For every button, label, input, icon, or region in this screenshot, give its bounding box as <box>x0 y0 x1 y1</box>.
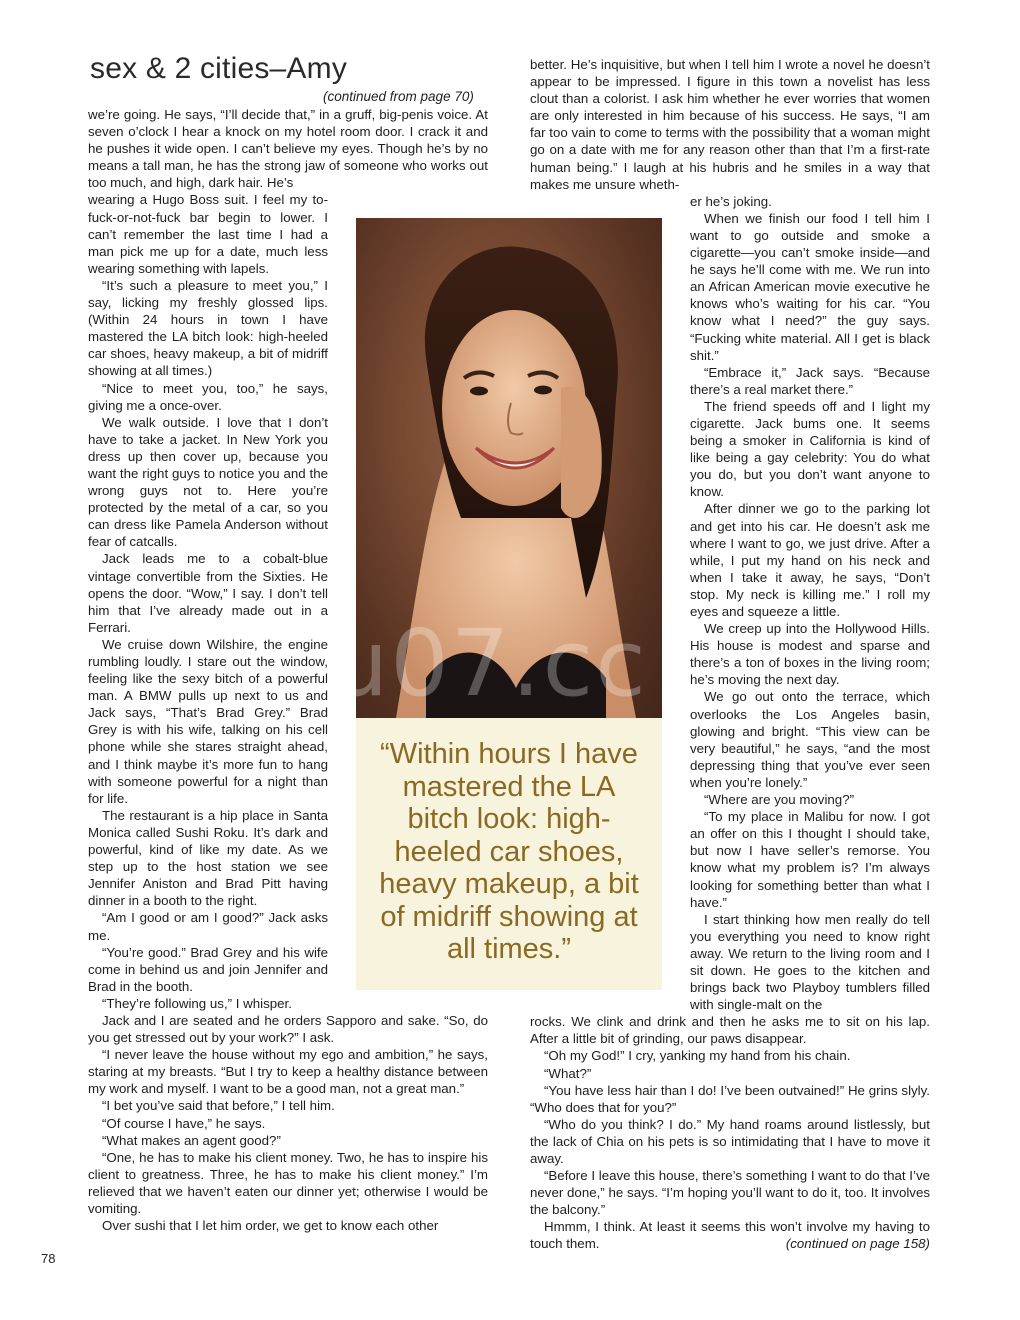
paragraph <box>530 1218 930 1252</box>
paragraph: “They’re following us,” I whisper. <box>102 995 292 1011</box>
paragraph: After dinner we go to the parking lot and get into his car. He doesn’t ask me where I want to go, we just drive. After a while, I put my hand on his neck and when I take it away, he says, “Don’t stop. My neck is killing me.” I roll my eyes and squeeze a little. <box>690 501 930 619</box>
paragraph: better. He’s inquisitive, but when I tell him I wrote a novel he doesn’t appear to be impressed. I figure in this town a novelist has less clout than a colorist. I ask him whether he ever worries that women are only interested in him because of his success. He says, “I am far too vain to come to terms with the possibility that a woman might go on a date with me for any reason other than that I’m a first-rate human being.” I laugh at his hubris and he smiles in a way that makes me unsure wheth- <box>530 57 930 192</box>
paragraph: “To my place in Malibu for now. I got an offer on this I thought I should take, but now I have seller’s remorse. You know what my problem is? I’m always looking for something better than what I have.” <box>690 809 930 910</box>
portrait-illustration <box>356 218 662 718</box>
paragraph: “I never leave the house without my ego and ambition,” he says, staring at my breasts. “But I try to keep a healthy distance between my work and myself. I want to be a good man, not a great man.” <box>88 1047 488 1097</box>
paragraph: We cruise down Wilshire, the engine rumbling loudly. I stare out the window, feeling like the sexy bitch of a powerful man. A BMW pulls up next to us and Jack says, “That’s Brad Grey.” Brad Grey is with his wife, talking on his cell phone while she stares straight ahead, and I think maybe it’s more fun to hang with someone powerful for a night than for life. <box>88 636 328 806</box>
paragraph: “You’re good.” Brad Grey and his wife come in behind us and join Jennifer and Brad in the booth. <box>88 944 328 994</box>
paragraph: “I bet you’ve said that before,” I tell him. <box>102 1098 335 1114</box>
paragraph: “Oh my God!” I cry, yanking my hand from his chain. <box>544 1048 851 1064</box>
paragraph: We go out onto the terrace, which overlooks the Los Angeles basin, glowing and bright. “This view can be very beautiful,” he says, “and the most depressing thing that you’ve ever seen when you’re lonely.” <box>690 689 930 790</box>
portrait-photo <box>356 218 662 718</box>
paragraph: I start thinking how men really do tell you everything you need to know right away. We return to the living room and I sit down. He goes to the kitchen and brings back two Playboy tumblers filled with single-malt on the <box>690 911 930 1013</box>
closing-text: Hmmm, I think. At least it seems this won’t involve my having to touch them. <box>530 1219 930 1252</box>
watermark: u07.cc <box>330 610 648 717</box>
article-title: sex & 2 cities–Amy <box>90 52 348 85</box>
pull-quote-box <box>356 718 662 990</box>
page-number: 78 <box>41 1251 56 1266</box>
paragraph: “Of course I have,” he says. <box>102 1115 266 1131</box>
pull-quote: “Within hours I have mastered the LA bitch look: high-heeled car shoes, heavy makeup, a bit of midriff showing at all times.” <box>379 738 639 965</box>
paragraph: er he’s joking. <box>690 193 772 209</box>
paragraph: wearing a Hugo Boss suit. I feel my to-fuck-or-not-fuck bar begin to lower. I can’t remember the last time I had a man pick me up for a date, much less wearing something with lapels. <box>88 192 328 276</box>
paragraph: “It’s such a pleasure to meet you,” I say, licking my freshly glossed lips. (Within 24 hours in town I have mastered the LA bitch look: high-heeled car shoes, heavy makeup, a bit of midriff showing at all times.) <box>88 277 328 379</box>
paragraph: “Nice to meet you, too,” he says, giving me a once-over. <box>88 380 328 413</box>
paragraph: “What?” <box>544 1065 592 1081</box>
paragraph: The friend speeds off and I light my cigarette. Jack bums one. It seems being a smoker in California is kind of like being a gay celebrity: You do what you do, but you don’t want anyone to know. <box>690 398 930 500</box>
paragraph: Over sushi that I let him order, we get to know each other <box>102 1218 439 1234</box>
paragraph: “Before I leave this house, there’s something I want to do that I’ve never done,” he says. “I’m hoping you’ll want to do it, too. It involves the balcony.” <box>530 1168 930 1218</box>
paragraph: We creep up into the Hollywood Hills. His house is modest and sparse and there’s a ton of boxes in the living room; he’s moving the next day. <box>690 621 930 688</box>
paragraph: rocks. We clink and drink and then he asks me to sit on his lap. After a little bit of grinding, our paws disappear. <box>530 1014 930 1047</box>
paragraph: Jack leads me to a cobalt-blue vintage convertible from the Sixties. He opens the door. “Wow,” I say. I don’t tell him that I’ve already made out in a Ferrari. <box>88 551 328 635</box>
paragraph: “What makes an agent good?” <box>102 1132 281 1148</box>
paragraph: Jack and I are seated and he orders Sapporo and sake. “So, do you get stressed out by your work?” I ask. <box>88 1012 488 1046</box>
paragraph: We walk outside. I love that I don’t have to take a jacket. In New York you dress up then cover up, because you want the right guys to notice you and the wrong guys not to. Here you’re protected by the metal of a car, so you can dress like Pamela Anderson without fear of catcalls. <box>88 414 328 550</box>
continued-on-note: (continued on page 158) <box>785 1236 930 1252</box>
continued-from-note: (continued from page 70) <box>323 89 474 104</box>
paragraph: “You have less hair than I do! I’ve been outvained!” He grins slyly. “Who does that for you?” <box>530 1082 930 1115</box>
paragraph: The restaurant is a hip place in Santa Monica called Sushi Roku. It’s dark and powerful, kind of like my date. As we step up to the host station we see Jennifer Aniston and Brad Pitt having dinner in a booth to the right. <box>88 807 328 909</box>
paragraph: we’re going. He says, “I’ll decide that,” in a gruff, big-penis voice. At seven o’clock I hear a knock on my hotel room door. I crack it and he pushes it wide open. I can’t believe my eyes. Though he’s by no means a tall man, he has the strong jaw of someone who works out too much, and high, dark hair. He’s <box>88 107 488 191</box>
paragraph: “Where are you moving?” <box>704 792 855 808</box>
paragraph: “Who do you think? I do.” My hand roams around listlessly, but the lack of Chia on his pets is so intimidating that I have to move it away. <box>530 1116 930 1166</box>
paragraph: “One, he has to make his client money. Two, he has to inspire his client to greatness. Three, he has to make his client money.” I’m relieved that we haven’t eaten our dinner yet; otherwise I would be vomiting. <box>88 1149 488 1216</box>
right-column-wrap <box>690 193 930 1014</box>
paragraph: “Embrace it,” Jack says. “Because there’s a real market there.” <box>690 364 930 397</box>
paragraph: When we finish our food I tell him I want to go outside and smoke a cigarette—you can’t smoke inside—and he says he’ll come with me. We run into an African American movie executive he knows who’s waiting for his car. “You know what I need?” the guy says. “Fucking white material. All I get is black shit.” <box>690 210 930 363</box>
left-column-wrap <box>88 191 328 1012</box>
paragraph: “Am I good or am I good?” Jack asks me. <box>88 910 328 943</box>
